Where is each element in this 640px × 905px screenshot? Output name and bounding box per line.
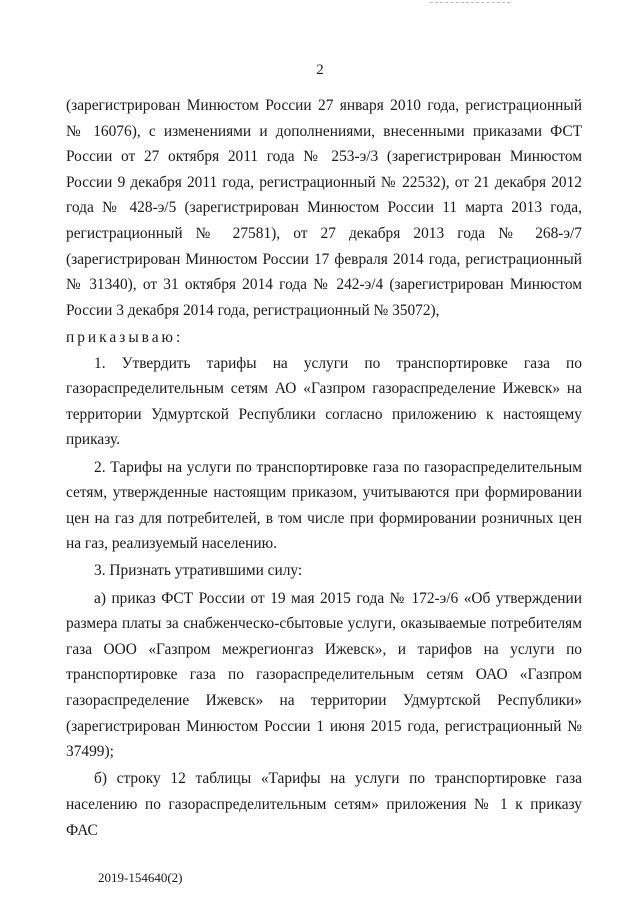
order-word: приказываю: <box>66 328 184 346</box>
clause-3: 3. Признать утратившими силу: <box>94 562 303 580</box>
clause-3a: а) приказ ФСТ России от 19 мая 2015 года № 172-э/6 «Об утверждении размера платы за снабженческо-сбытовые услуги, оказываемые потребителям газа ООО «Газпром межрегионгаз Ижевск», и тарифов на услуги по транспортировке газа по газораспределительным сетям ОАО «Газпром газораспределение Ижевск» на территории Удмуртской Республики» (зарегистрирован Минюстом России 1 июня 2015 года, регистрационный № 37499); <box>66 589 582 761</box>
intro-paragraph: (зарегистрирован Минюстом России 27 января 2010 года, регистрационный № 16076), с изменениями и дополнениями, внесенными приказами ФСТ России от 27 октября 2011 года № 253-э/3 (зарегистрирован Минюстом России 9 декабря 2011 года, регистрационный № 22532), от 21 декабря 2012 года № 428-э/5 (зарегистрирован Минюстом России 11 марта 2013 года, регистрационный № 27581), от 27 декабря 2013 года № 268-э/7 (зарегистрирован Минюстом России 17 февраля 2014 года, регистрационный № 31340), от 31 октября 2014 года № 242-э/4 (зарегистрирован Минюстом России 3 декабря 2014 года, регистрационный № 35072), <box>66 97 582 319</box>
clause-1: 1. Утвердить тарифы на услуги по транспортировке газа по газораспределительным сетям АО «Газпром газораспределение Ижевск» на территории Удмуртской Республики согласно приложению к настоящему приказу. <box>66 354 582 449</box>
clause-2: 2. Тарифы на услуги по транспортировке газа по газораспределительным сетям, утвержденные настоящим приказом, учитываются при формировании цен на газ для потребителей, в том числе при формировании розничных цен на газ, реализуемый населению. <box>66 458 582 553</box>
clause-3b: б) строку 12 таблицы «Тарифы на услуги по транспортировке газа населению по газораспределительным сетям» приложения № 1 к приказу ФАС <box>66 770 582 839</box>
document-body <box>66 93 582 845</box>
scan-edge-mark <box>430 2 510 4</box>
page-number: 2 <box>316 62 324 78</box>
document-code: 2019-154640(2) <box>98 870 183 885</box>
